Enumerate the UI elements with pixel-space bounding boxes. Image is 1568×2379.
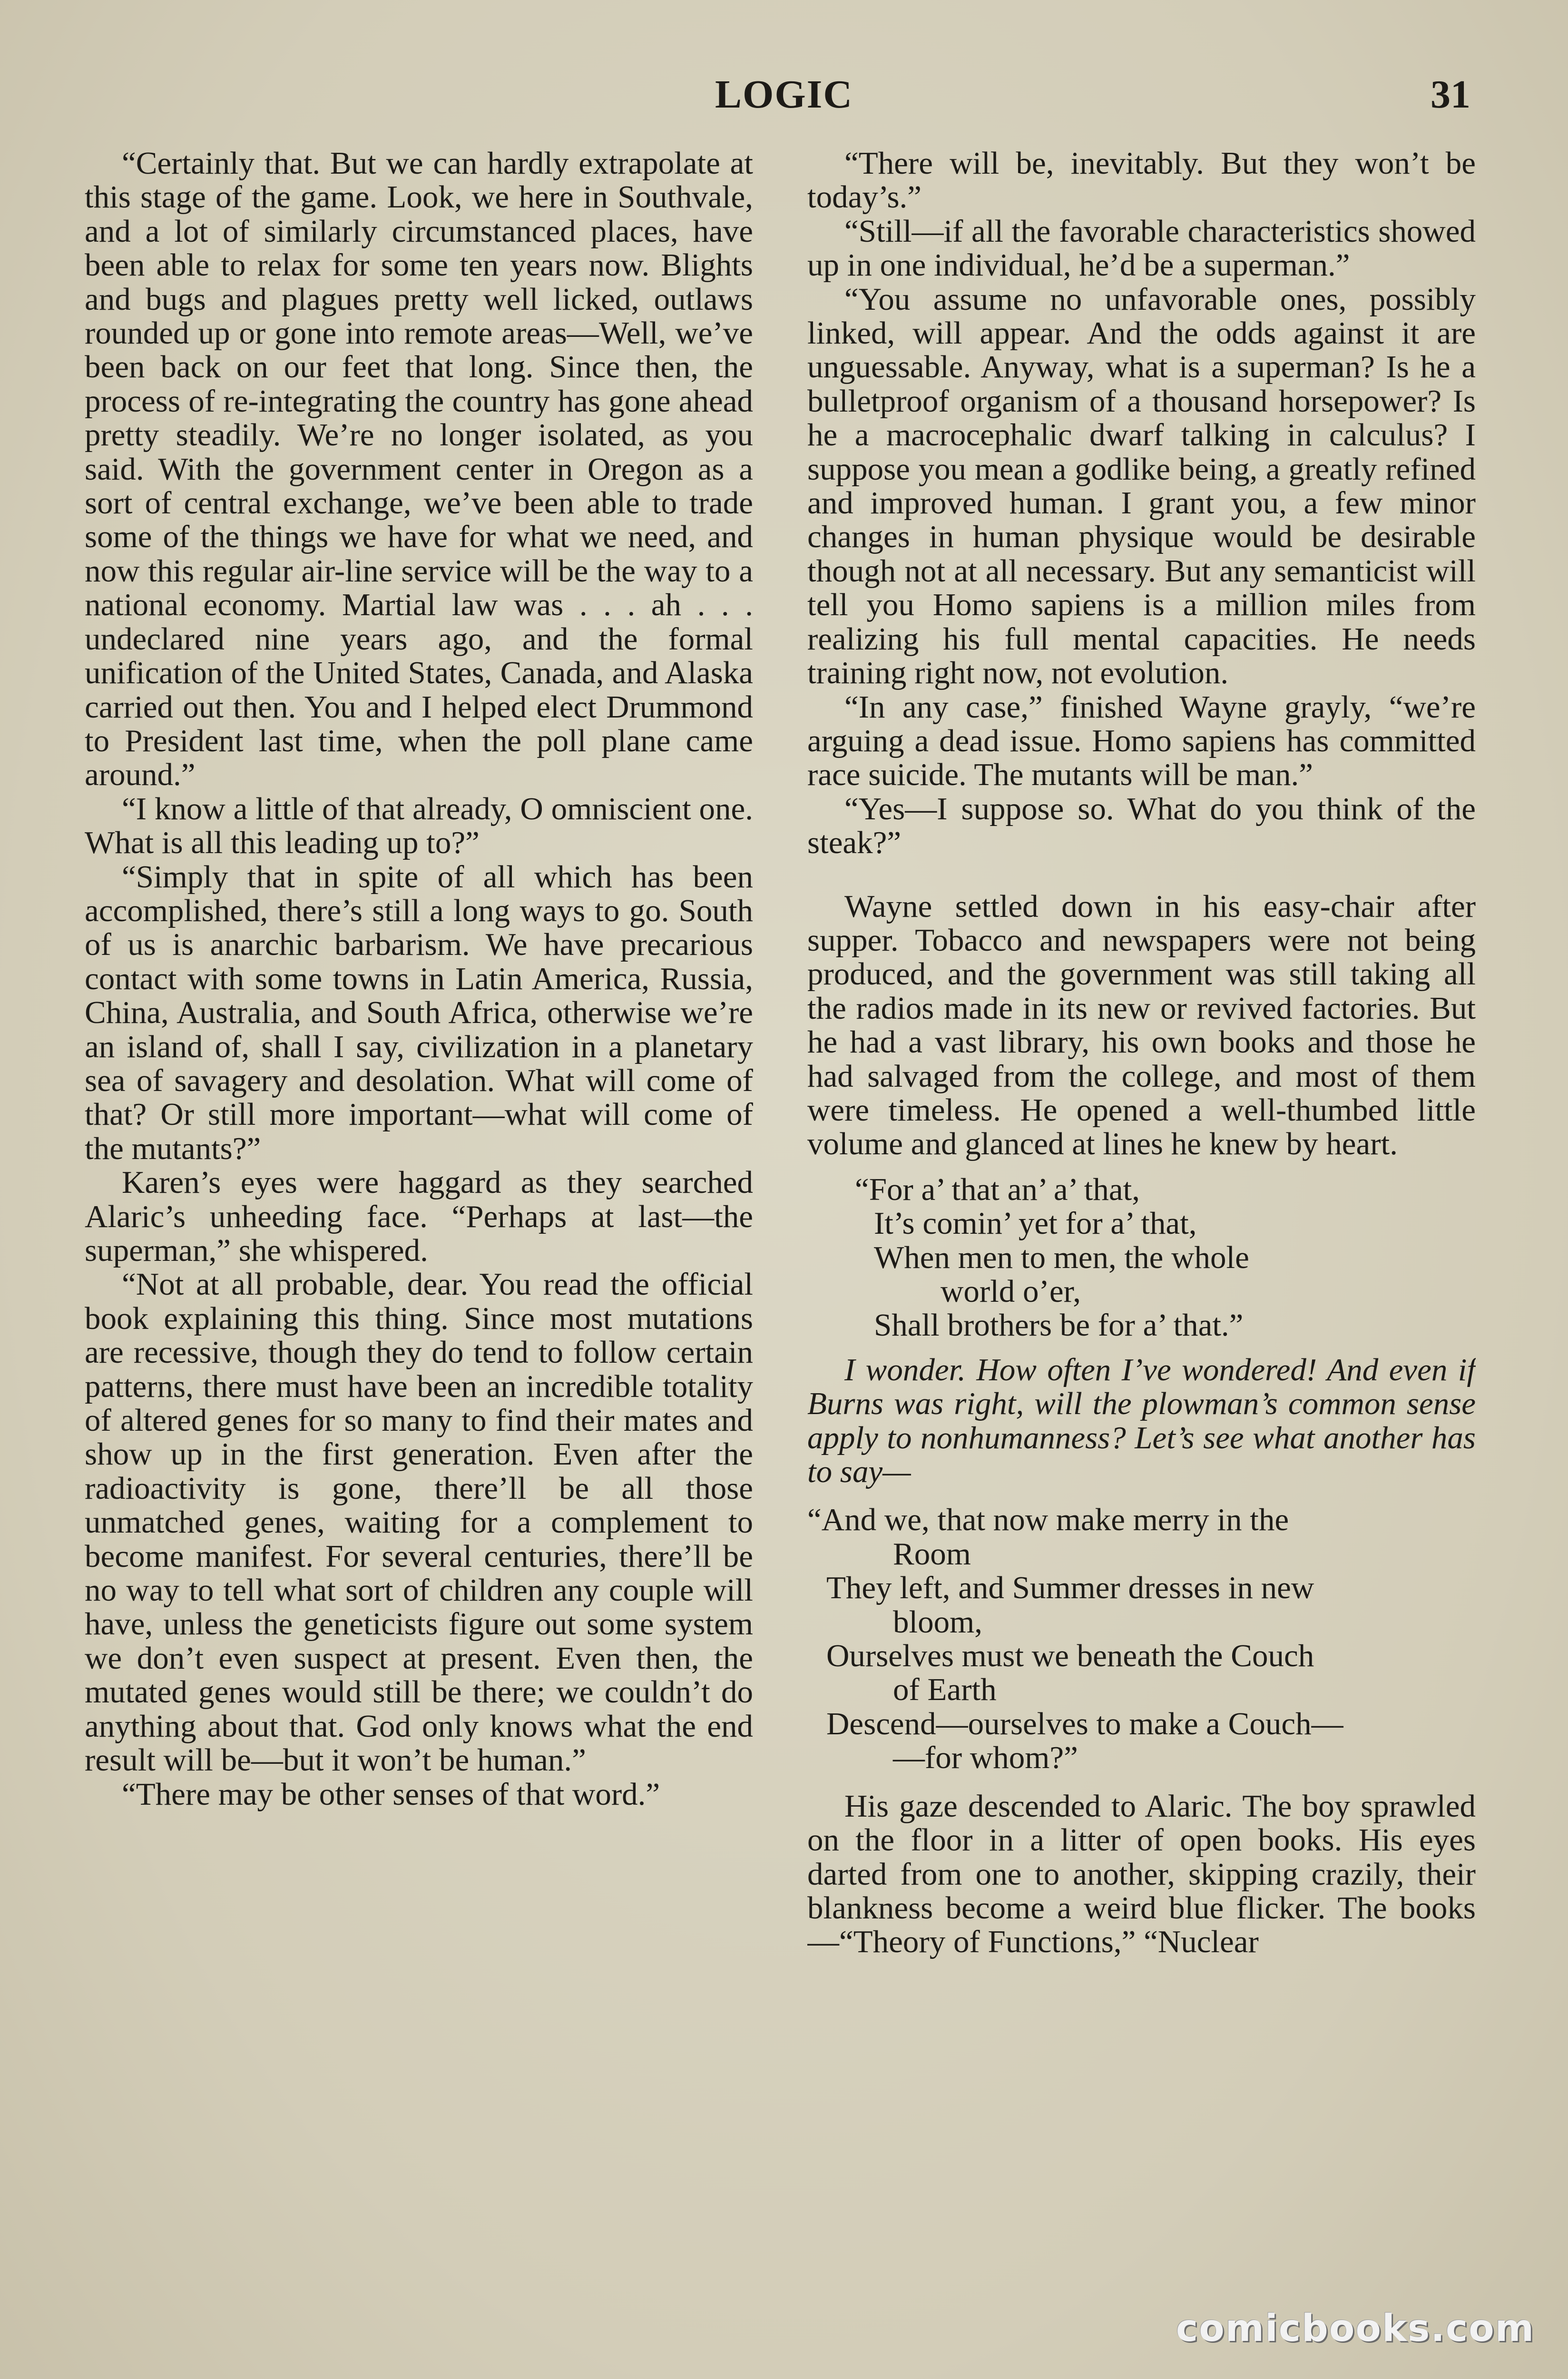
paragraph: “You assume no unfavorable ones, possibly linked, will appear. And the odds against it are unguessable. Anyway, what is a superman? Is he a bulletproof organism of a thousand horsepower? Is he a macrocephalic dwarf talking in calculus? I suppose you mean a godlike being, a greatly refined and improved human. I grant you, a few minor changes in human physique would be desirable though not at all necessary. But any semanticist will tell you Homo sapiens is a million miles from realizing his full mental capacities. He needs training right now, not evolution.	[807, 281, 1476, 691]
verse-line: It’s comin’ yet for a’ that,	[874, 1206, 1197, 1241]
verse-line: Ourselves must we beneath the Couch	[826, 1638, 1314, 1674]
paragraph: “Simply that in spite of all which has been accomplished, there’s still a long ways to go. South of us is anarchic barbarism. We have precarious contact with some towns in Latin America, Russia, China, Australia, and South Africa, otherwise we’re an island of, shall I say, civilization in a planetary sea of savagery and desolation. What will come of that? Or still more important—what will come of the mutants?”	[85, 859, 753, 1166]
verse-line: “For a’ that an’ a’ that,	[855, 1171, 1140, 1207]
paragraph: “Still—if all the favorable characteristics showed up in one individual, he’d be a superman.”	[807, 213, 1476, 283]
rubaiyat-quatrain	[807, 1503, 1476, 1775]
paragraph: “Yes—I suppose so. What do you think of the steak?”	[807, 791, 1476, 861]
section-paragraph: Wayne settled down in his easy-chair after supper. Tobacco and newspapers were not being produced, and the government was still taking all the radios made in its new or revived factories. But he had a vast library, his own books and those he had salvaged from the college, and most of them were timeless. He opened a well-thumbed little volume and glanced at lines he knew by heart.	[807, 888, 1476, 1162]
paragraph: “I know a little of that already, O omniscient one. What is all this leading up to?”	[85, 791, 753, 861]
watermark: comicbooks.com	[1176, 2307, 1535, 2350]
verse-line: world o’er,	[941, 1274, 1081, 1309]
verse-line: Room	[893, 1536, 971, 1572]
paragraph: “Not at all probable, dear. You read the official book explaining this thing. Since most mutations are recessive, though they do tend to follow certain patterns, there must have been an incredible totality of altered genes for so many to find their mates and show up in the first generation. Even after the radioactivity is gone, there’ll be all those unmatched genes, waiting for a complement to become manifest. For several centuries, there’ll be no way to tell what sort of children any couple will have, unless the geneticists figure out some system we don’t even suspect at present. Even then, the mutated genes would still be there; we couldn’t do anything about that. God only knows what the end result will be—but it won’t be human.”	[85, 1267, 753, 1778]
right-column	[807, 147, 1476, 2297]
paragraph: “There may be other senses of that word.”	[122, 1776, 660, 1812]
verse-line: bloom,	[893, 1604, 982, 1640]
verse-line: “And we, that now make merry in the	[807, 1502, 1289, 1538]
paragraph: His gaze descended to Alaric. The boy sprawled on the floor in a litter of open books. His eyes darted from one to another, skipping crazily, their blankness become a weird blue flicker. The books —“Theory of Functions,” “Nuclear	[807, 1788, 1476, 1960]
burns-verse	[807, 1173, 1476, 1343]
verse-line: When men to men, the whole	[874, 1239, 1249, 1275]
left-column	[85, 147, 753, 2297]
verse-line: They left, and Summer dresses in new	[826, 1570, 1314, 1606]
verse-line: —for whom?”	[893, 1740, 1078, 1776]
paragraph: Karen’s eyes were haggard as they searched Alaric’s unheeding face. “Perhaps at last—the superman,” she whispered.	[85, 1165, 753, 1268]
page-number: 31	[1431, 72, 1470, 117]
verse-line: Descend—ourselves to make a Couch—	[826, 1706, 1343, 1741]
verse-line: of Earth	[893, 1672, 997, 1708]
italic-paragraph: I wonder. How often I’ve wondered! And even if Burns was right, will the plowman’s common sense apply to nonhumanness? Let’s see what another has to say—	[807, 1352, 1476, 1490]
paragraph: “Certainly that. But we can hardly extrapolate at this stage of the game. Look, we here in Southvale, and a lot of similarly circumstanced places, have been able to relax for some ten years now. Blights and bugs and plagues pretty well licked, outlaws rounded up or gone into remote areas—Well, we’ve been back on our feet that long. Since then, the process of re-integrating the country has gone ahead pretty steadily. We’re no longer isolated, as you said. With the government center in Oregon as a sort of central exchange, we’ve been able to trade some of the things we have for what we need, and now this regular air-line service will be the way to a national economy. Martial law was . . . ah . . . undeclared nine years ago, and the formal unification of the United States, Canada, and Alaska carried out then. You and I helped elect Drummond to President last time, when the poll plane came around.”	[85, 147, 753, 793]
running-head: LOGIC	[715, 72, 853, 117]
paragraph: “In any case,” finished Wayne grayly, “we’re arguing a dead issue. Homo sapiens has committed race suicide. The mutants will be man.”	[807, 689, 1476, 793]
paragraph: “There will be, inevitably. But they won’t be today’s.”	[807, 147, 1476, 215]
verse-line: Shall brothers be for a’ that.”	[874, 1307, 1244, 1343]
